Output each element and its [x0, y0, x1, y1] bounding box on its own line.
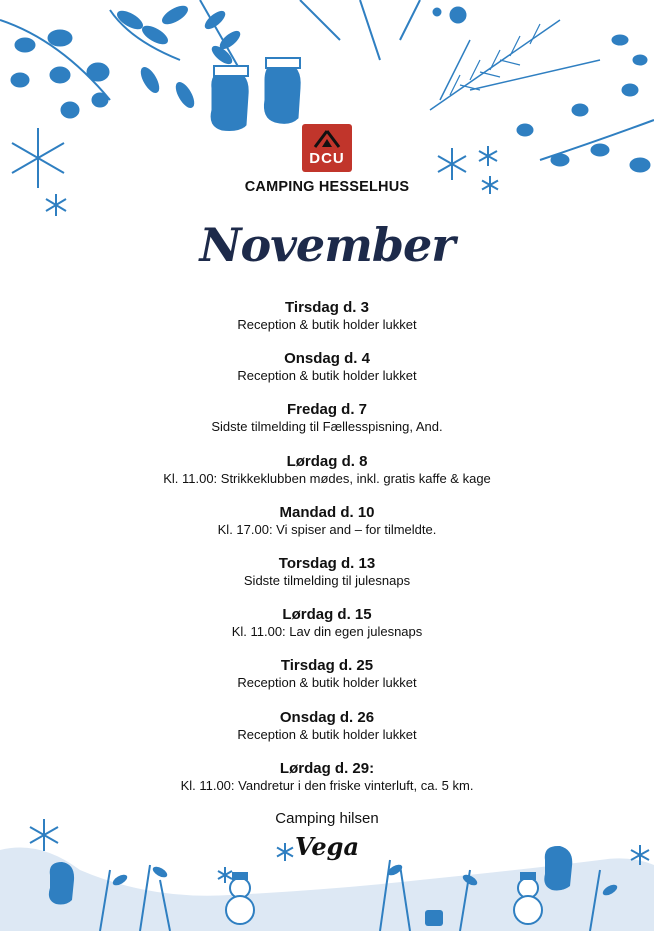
- brand-name: CAMPING HESSELHUS: [244, 179, 410, 195]
- event-date: Torsdag d. 13: [278, 554, 376, 572]
- event-date: Fredag d. 7: [286, 401, 368, 419]
- event-item: [0, 400, 654, 451]
- event-item: [0, 554, 654, 605]
- event-date: Tirsdag d. 3: [285, 299, 369, 316]
- event-description: Sidste tilmelding til julesnaps: [243, 572, 411, 588]
- signature: Vega: [294, 832, 360, 861]
- month-title: November: [199, 218, 455, 272]
- winter-scene-bottom-illustration: [0, 810, 654, 931]
- event-item: [0, 708, 654, 759]
- event-item: [0, 503, 654, 554]
- event-description: Sidste tilmelding til Fællesspisning, And.: [211, 419, 443, 435]
- logo-abbr: DCU: [309, 150, 345, 167]
- event-description: Reception & butik holder lukket: [237, 675, 417, 691]
- event-description: Kl. 11.00: Vandretur i den friske vinterluft, ca. 5 km.: [180, 777, 474, 793]
- event-date: Onsdag d. 26: [279, 708, 375, 726]
- tent-icon: [313, 129, 341, 149]
- event-description: Reception & butik holder lukket: [237, 368, 417, 384]
- event-date: Lørdag d. 8: [286, 452, 368, 470]
- event-date: Lørdag d. 29:: [279, 759, 375, 777]
- event-item: [0, 452, 654, 503]
- event-description: Kl. 11.00: Strikkeklubben mødes, inkl. gratis kaffe & kage: [163, 470, 491, 486]
- closing-greeting: Camping hilsen: [275, 810, 379, 827]
- event-date: Onsdag d. 4: [284, 350, 370, 368]
- event-date: Mandad d. 10: [279, 503, 375, 521]
- event-description: Kl. 11.00: Lav din egen julesnaps: [231, 624, 423, 640]
- event-item: [0, 605, 654, 656]
- event-list: [0, 298, 654, 810]
- event-item: [0, 759, 654, 810]
- event-item: [0, 656, 654, 707]
- event-item: [0, 349, 654, 400]
- event-description: Reception & butik holder lukket: [237, 317, 417, 332]
- event-date: Tirsdag d. 25: [280, 657, 374, 675]
- dcu-logo: [0, 124, 654, 195]
- event-description: Reception & butik holder lukket: [237, 726, 417, 742]
- event-date: Lørdag d. 15: [282, 606, 372, 624]
- event-item: [0, 298, 654, 349]
- dcu-logo-badge: [302, 124, 352, 172]
- event-description: Kl. 17.00: Vi spiser and – for tilmeldte.: [217, 521, 437, 537]
